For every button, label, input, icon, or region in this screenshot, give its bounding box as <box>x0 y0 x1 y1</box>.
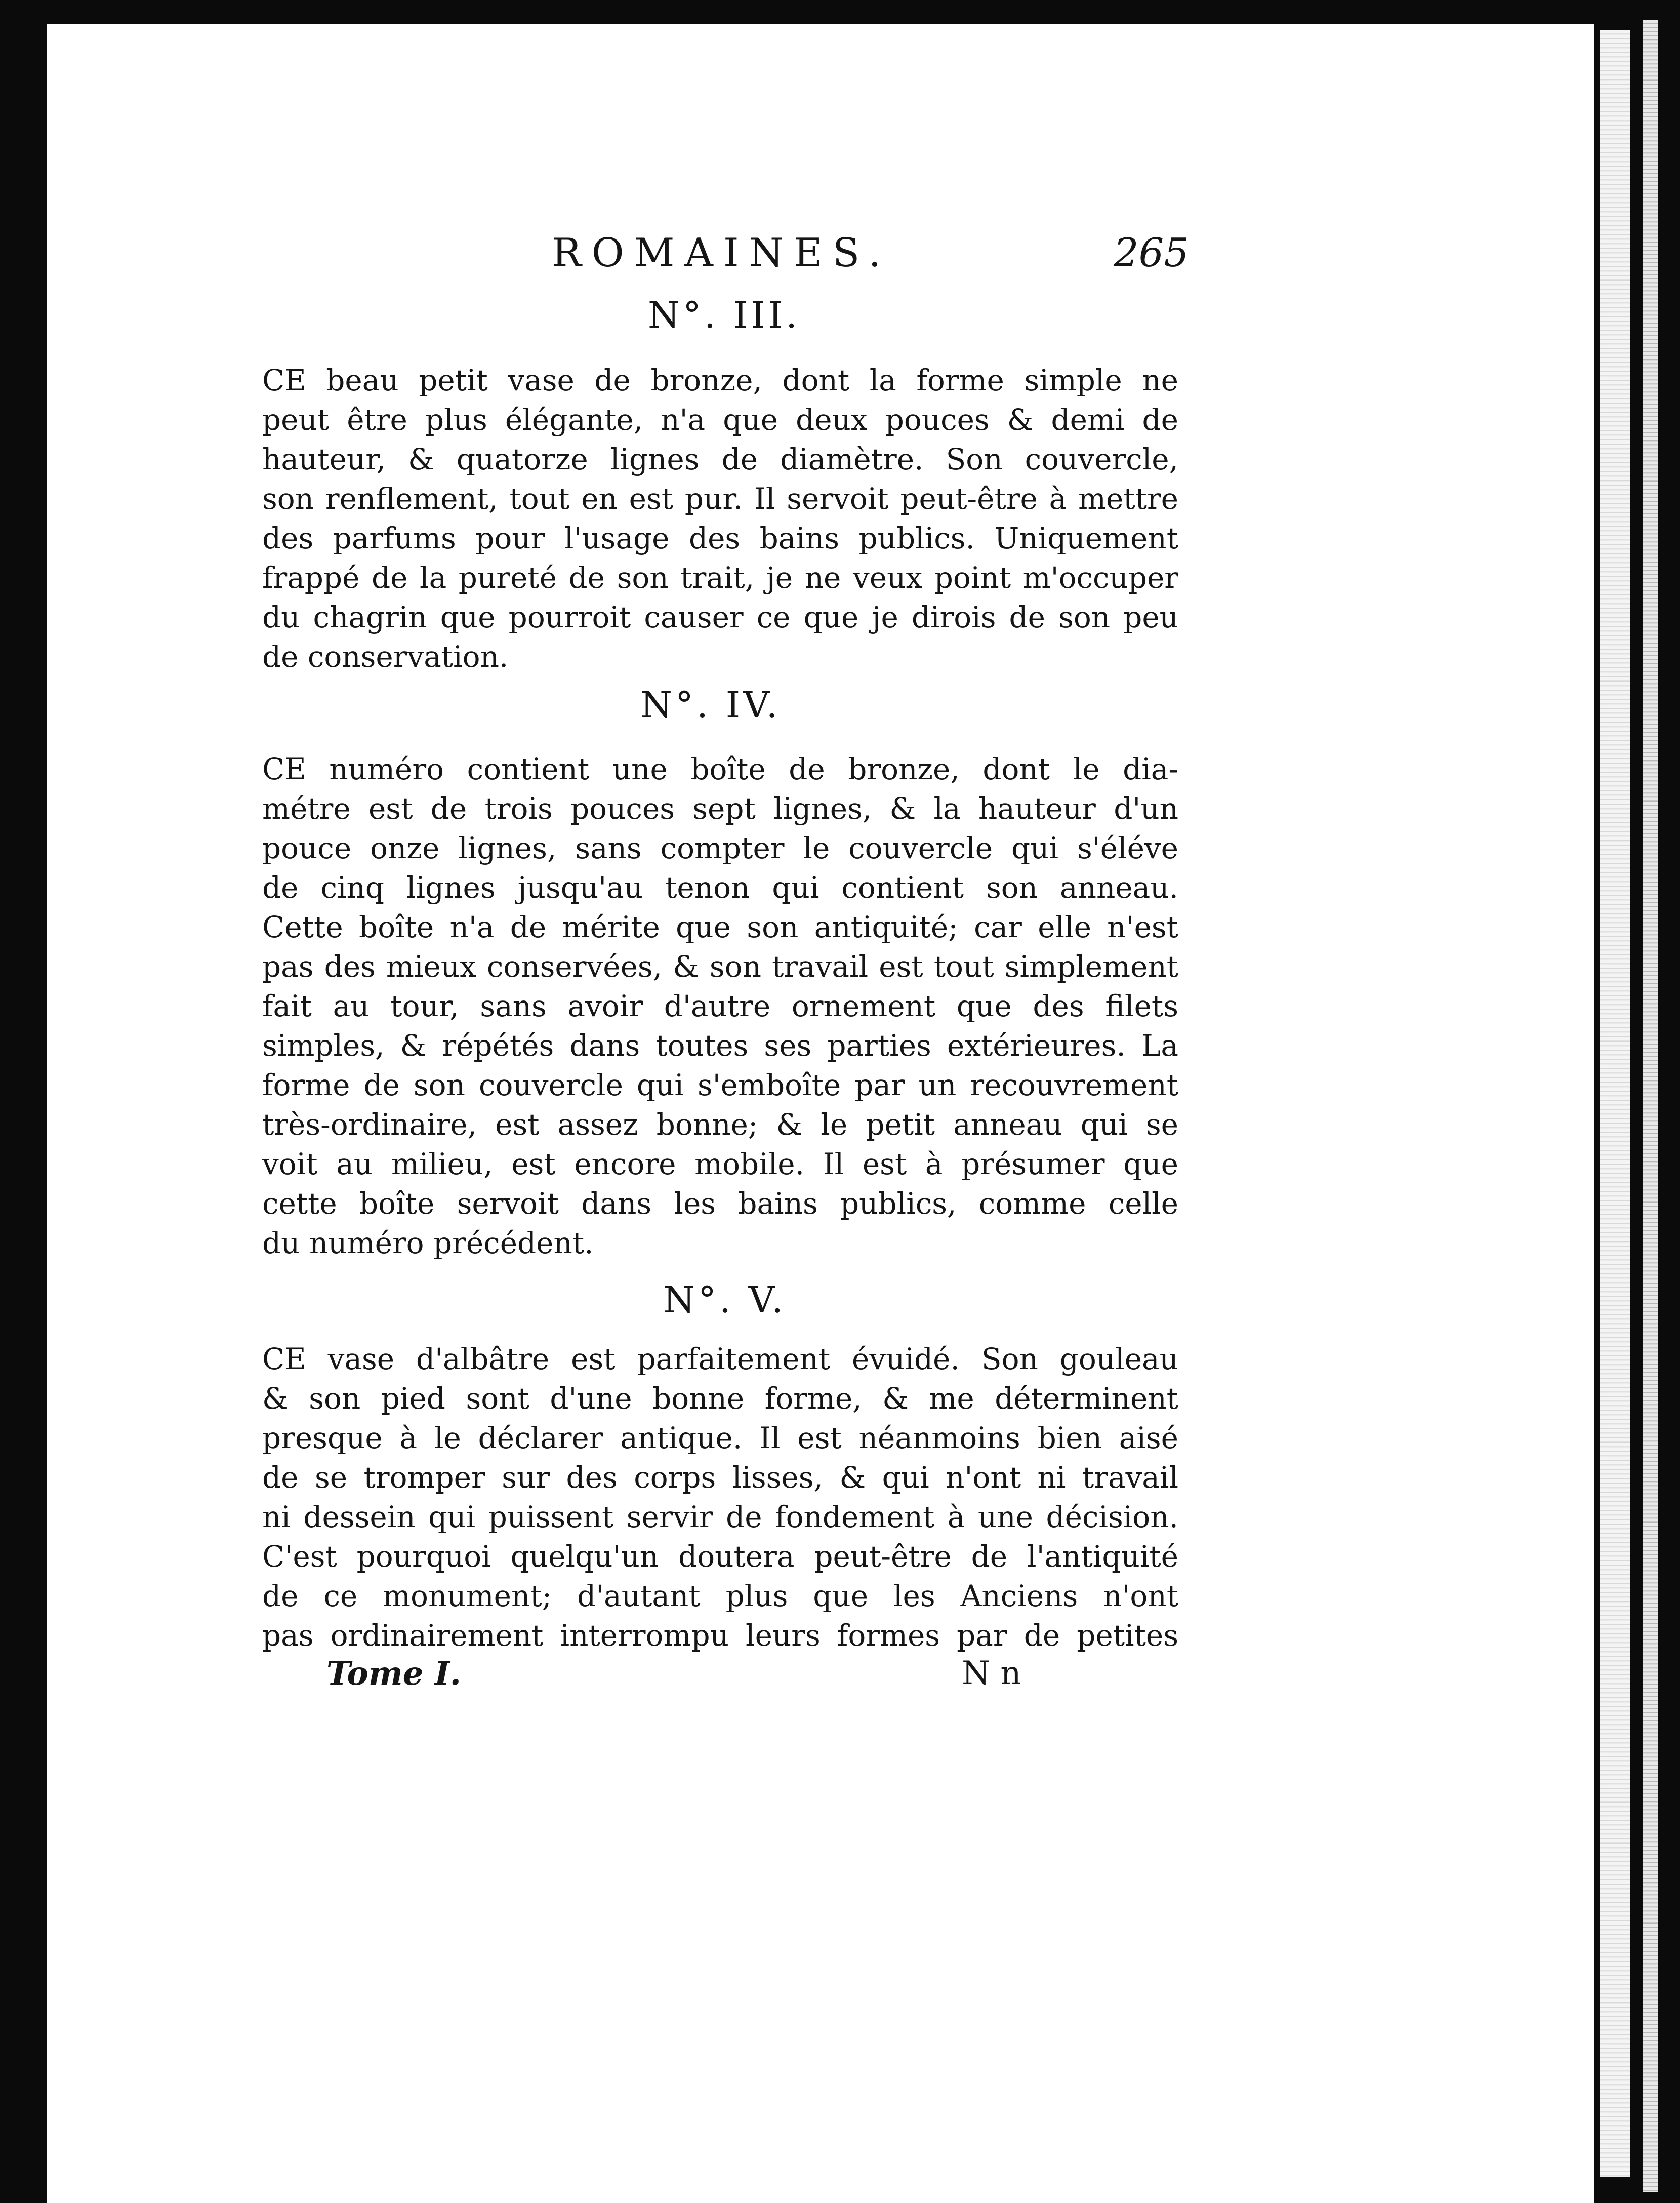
book-page-edges-outer <box>1643 20 1658 2192</box>
section-heading-5: N°. V. <box>663 1278 787 1321</box>
text-line: forme de son couvercle qui s'emboîte par un recouvrement <box>262 1068 1178 1102</box>
text-line: pouce onze lignes, sans compter le couvercle qui s'éléve <box>262 831 1178 865</box>
text-line: pas des mieux conservées, & son travail est tout simplement <box>262 949 1178 984</box>
text-line: presque à le déclarer antique. Il est néanmoins bien aisé <box>262 1421 1178 1455</box>
text-line: hauteur, & quatorze lignes de diamètre. Son couvercle, <box>262 442 1178 476</box>
signature-mark: N n <box>962 1655 1021 1692</box>
text-line: de conservation. <box>262 639 509 674</box>
text-line: Cette boîte n'a de mérite que son antiquité; car elle n'est <box>262 910 1178 944</box>
text-line: des parfums pour l'usage des bains publics. Uniquement <box>262 521 1178 555</box>
section-heading-4: N°. IV. <box>640 684 781 726</box>
text-line: cette boîte servoit dans les bains publics, comme celle <box>262 1186 1178 1221</box>
text-line: simples, & répétés dans toutes ses parties extérieures. La <box>262 1028 1178 1063</box>
text-line: son renflement, tout en est pur. Il servoit peut-être à mettre <box>262 482 1178 516</box>
paragraph-section-3 <box>262 361 1178 676</box>
text-line: CE beau petit vase de bronze, dont la forme simple ne <box>262 363 1178 397</box>
paragraph-section-5 <box>262 1339 1178 1655</box>
text-line: très-ordinaire, est assez bonne; & le petit anneau qui se <box>262 1107 1178 1142</box>
text-line: peut être plus élégante, n'a que deux pouces & demi de <box>262 403 1178 437</box>
scan-border-top <box>0 0 1680 24</box>
volume-label: Tome I. <box>326 1655 461 1693</box>
text-line: de ce monument; d'autant plus que les Anciens n'ont <box>262 1579 1178 1613</box>
text-line: CE numéro contient une boîte de bronze, dont le dia- <box>262 752 1178 786</box>
text-line: fait au tour, sans avoir d'autre ornement que des filets <box>262 989 1178 1023</box>
paragraph-section-4 <box>262 749 1178 1263</box>
text-line: CE vase d'albâtre est parfaitement évuidé. Son gouleau <box>262 1342 1178 1376</box>
text-line: pas ordinairement interrompu leurs formes par de petites <box>262 1618 1178 1653</box>
text-line: du numéro précédent. <box>262 1226 594 1260</box>
running-head: ROMAINES. <box>552 230 891 276</box>
text-line: & son pied sont d'une bonne forme, & me déterminent <box>262 1381 1178 1416</box>
scan-border-left <box>0 0 47 2203</box>
text-line: ni dessein qui puissent servir de fondement à une décision. <box>262 1500 1178 1534</box>
text-line: C'est pourquoi quelqu'un doutera peut-être de l'antiquité <box>262 1539 1178 1574</box>
page-number: 265 <box>1114 230 1189 276</box>
text-line: frappé de la pureté de son trait, je ne veux point m'occuper <box>262 560 1178 595</box>
text-line: voit au milieu, est encore mobile. Il est à présumer que <box>262 1147 1178 1181</box>
text-line: du chagrin que pourroit causer ce que je dirois de son peu <box>262 600 1178 634</box>
text-line: de se tromper sur des corps lisses, & qui n'ont ni travail <box>262 1460 1178 1495</box>
text-line: métre est de trois pouces sept lignes, & la hauteur d'un <box>262 791 1178 826</box>
section-heading-3: N°. III. <box>648 294 800 336</box>
book-page-edges <box>1600 30 1630 2177</box>
text-line: de cinq lignes jusqu'au tenon qui contient son anneau. <box>262 870 1178 905</box>
